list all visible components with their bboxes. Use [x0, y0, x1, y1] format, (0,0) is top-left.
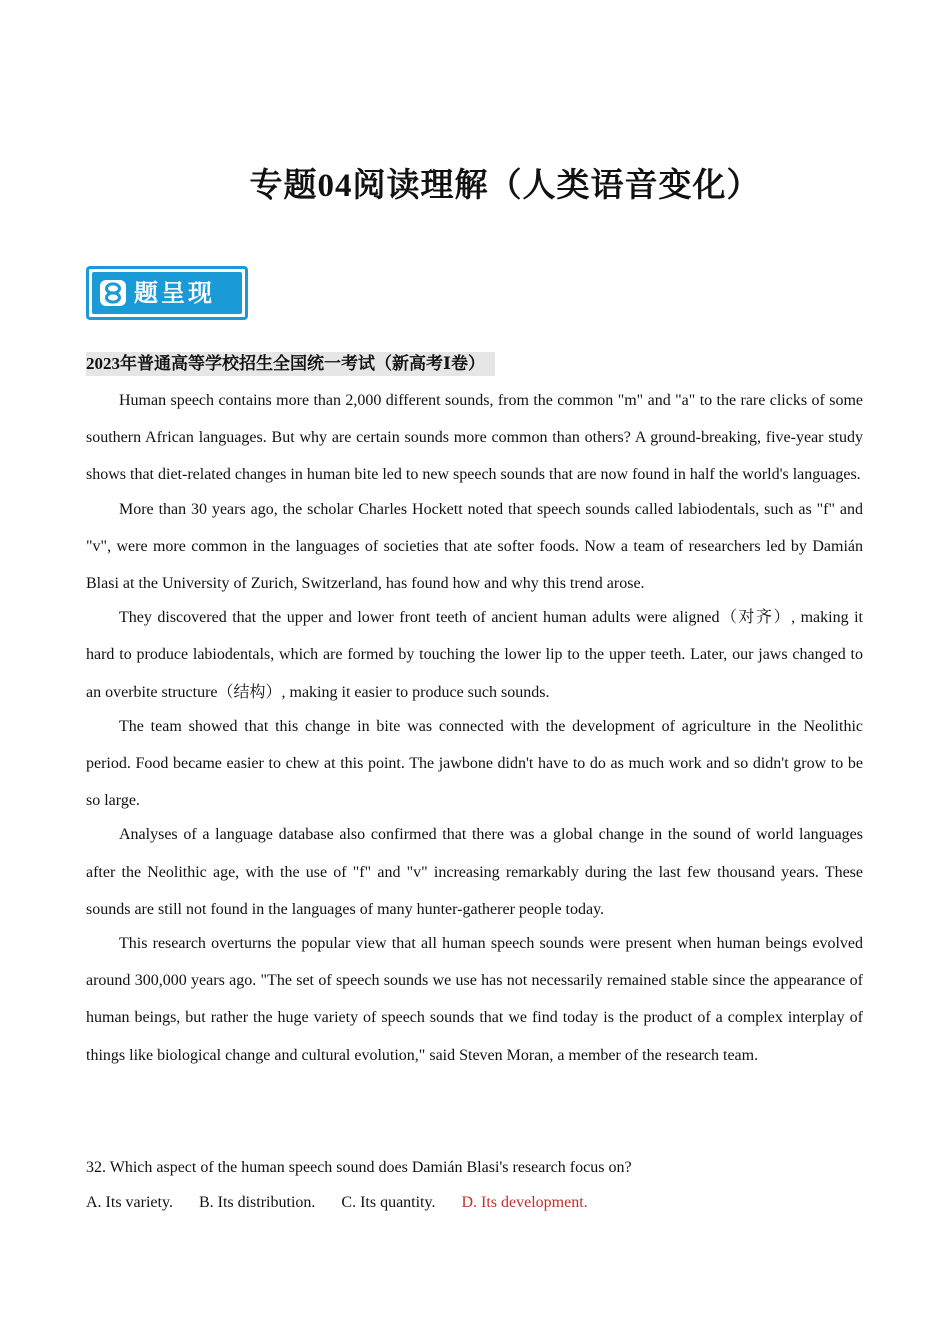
passage-paragraph: Human speech contains more than 2,000 different sounds, from the common "m" and "a" to the rare clicks of some southern African languages. But why are certain sounds more common than others? A ground-breaking, five-year study shows that diet-related changes in human bite led to new speech sounds that are now found in half the world's languages. [86, 392, 863, 484]
section-badge-inner [92, 272, 242, 314]
page-title: 专题04阅读理解（人类语音变化） [249, 168, 761, 204]
answer-options [86, 1191, 863, 1215]
passage-paragraph: Analyses of a language database also confirmed that there was a global change in the sound of world languages after the Neolithic age, with the use of "f" and "v" increasing remarkably during the last few thousand years. These sounds are still not found in the languages of many hunter-gatherer people today. [86, 826, 863, 918]
passage-paragraph: The team showed that this change in bite was connected with the development of agriculture in the Neolithic period. Food became easier to chew at this point. The jawbone didn't have to do as much work and so didn't grow to be so large. [86, 717, 863, 810]
passage-paragraph: More than 30 years ago, the scholar Charles Hockett noted that speech sounds called labiodentals, such as "f" and "v", were more common in the languages of societies that ate softer foods. Now a team of researchers led by Damián Blasi at the University of Zurich, Switzerland, has found how and why this trend arose. [86, 500, 863, 593]
passage-paragraph: This research overturns the popular view that all human speech sounds were present when human beings evolved around 300,000 years ago. "The set of speech sounds we use has not necessarily remained stable since the appearance of human beings, but rather the huge variety of speech sounds that we find today is the product of a complex interplay of things like biological change and cultural evolution," said Steven Moran, a member of the research team. [86, 935, 863, 1064]
chain-link-icon [98, 278, 128, 308]
option-a: A. Its variety. [86, 1194, 173, 1211]
question-32: 32. Which aspect of the human speech sound does Damián Blasi's research focus on? [86, 1159, 632, 1176]
passage-paragraph: They discovered that the upper and lower front teeth of ancient human adults were aligned（对齐）, making it hard to produce labiodentals, which are formed by touching the lower lip to the upper teeth. Later, our jaws changed to an overbite structure（结构）, making it easier to produce such sounds. [86, 609, 863, 701]
option-d-correct-answer: D. Its development. [461, 1194, 588, 1211]
option-c: C. Its quantity. [341, 1194, 436, 1211]
reading-passage [86, 382, 863, 1071]
exam-heading: 2023年普通高等学校招生全国统一考试（新高考Ⅰ卷） [86, 352, 495, 376]
section-badge [86, 266, 248, 320]
section-badge-label: 题呈现 [134, 279, 215, 307]
option-b: B. Its distribution. [198, 1194, 316, 1211]
